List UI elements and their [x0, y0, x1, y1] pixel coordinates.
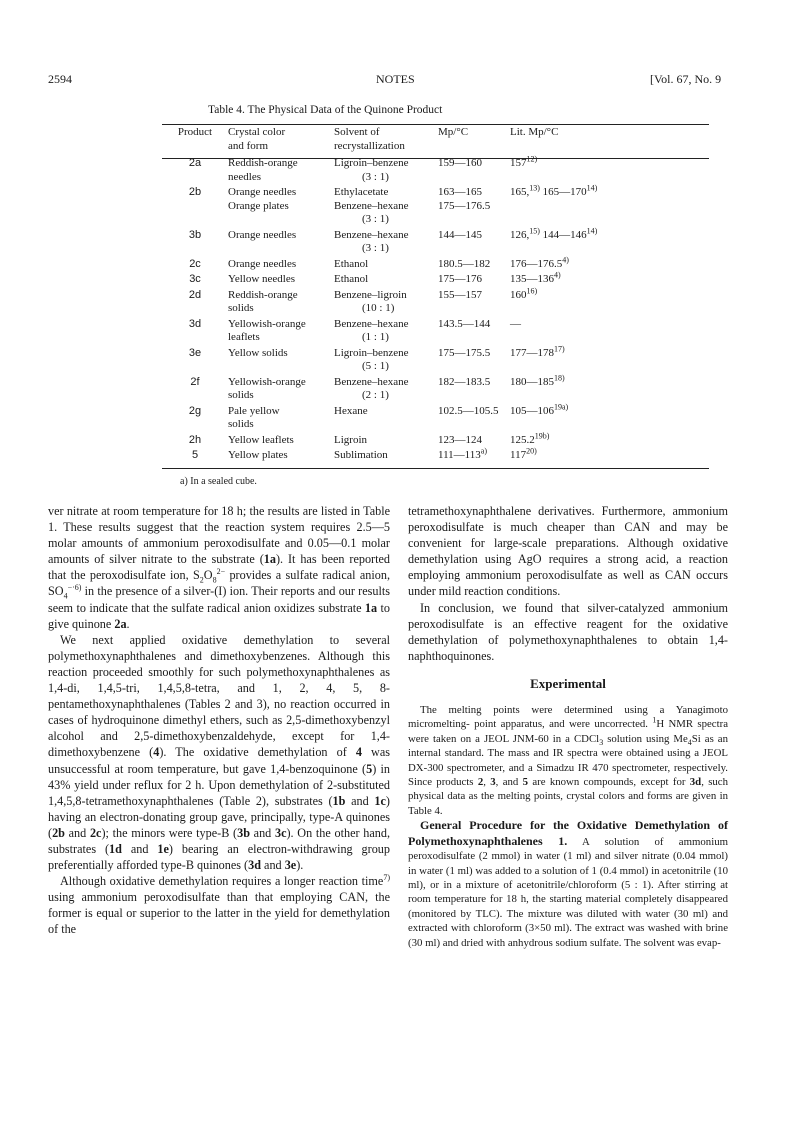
header-solvent: Solvent of recrystallization — [334, 126, 405, 152]
table-row: 2b Orange needles Orange plates Ethylacetate Benzene–hexane (3 : 1) 163—165 175—176.5 165,$^{13)}$ 165—170$^{14)}$ — [188, 183, 598, 225]
physical-data-table — [162, 126, 709, 465]
header-product: Product — [177, 126, 213, 138]
table-row: 2c Orange needles Ethanol 180.5—182 176—176.5$^{4)}$ — [189, 254, 569, 270]
header-lit-mp: Lit. Mp/°C — [510, 126, 559, 138]
procedure-title: General Procedure for the Oxidative Demethylation of Polymethoxynaphthalenes 1. — [408, 818, 728, 848]
table-row: 2g Pale yellow solids Hexane 102.5—105.5 $105—106^{19a)}$ — [188, 401, 569, 430]
left-text-column — [48, 503, 390, 938]
table-row: 2f Yellowish-orange solids Benzene–hexane (2 : 1) 182—183.5 180—185$^{18)}$ — [190, 372, 565, 401]
volume-label: [Vol. 67, No. 9 — [650, 72, 722, 86]
paragraph: The melting points were determined using a Yanagimoto micromelting- point apparatus, and were uncorrected. $^1$H NMR spectra were taken on a JEOL JNM-60 in a CDCl$_3$ solution using $Me_4Si$ as an internal standard. The mass and IR spectra were obtained using a JEOL DX-300 spectrometer, and a Simadzu IR 470 spectrometer, respectively. Since products 2, 3, and 5 are known compounds, except for 3d, such physical data as the melting points, crystal colors and forms are given in Table 4. — [408, 704, 729, 817]
page-number: 2594 — [48, 72, 72, 86]
table-caption: Table 4. The Physical Data of the Quinone Product — [208, 104, 443, 116]
table-row: 2a Reddish-orange needles Ligroin–benzene (3 : 1) 159—160 157$^{12)}$ — [188, 154, 538, 183]
table-footnote: a) In a sealed cube. — [180, 476, 257, 487]
table-row: 3d Yellowish-orange leaflets Benzene–hexane (1 : 1) 143.5—144 — — [188, 317, 521, 343]
table-row: 3b Orange needles Benzene–hexane (3 : 1) 144—145 126,$^{15)}$ 144—146$^{14)}$ — [188, 225, 598, 254]
paragraph: Although oxidative demethylation requires a longer reaction time$^{7)}$ using ammonium peroxodisulfate than that employing CAN, the former is equal or superior to the latter in the yield for demethylation of the — [48, 873, 390, 937]
table-row: 3c Yellow needles Ethanol 175—176 135—136$^{4)}$ — [189, 270, 561, 285]
section-heading: Experimental — [530, 675, 606, 691]
table-top-rule — [162, 124, 709, 125]
header-crystal: Crystal color and form — [228, 126, 286, 152]
table-header-row — [162, 126, 709, 157]
table-bottom-rule — [162, 468, 709, 469]
right-text-column — [408, 503, 728, 950]
running-header: NOTES — [376, 72, 415, 86]
paragraph: In conclusion, we found that silver-catalyzed ammonium peroxodisulfate is an effective reagent for the oxidative demethylation of polymethoxynaphthalenes to obtain 1,4-naphthoquinones. — [408, 600, 728, 663]
paragraph: ver nitrate at room temperature for 18 h; the results are listed in Table 1. These results suggest that the reaction system requires 2.5—5 molar amounts of ammonium peroxodisulfate and 0.05—0.1 molar amounts of silver nitrate to the substrate (1a). It has been reported that the peroxodisulfate ion, $S_2O_8^{2-}$ provides a sulfate radical anion, $SO_4^{-\cdot 6)}$ in the presence of a silver-(I) ion. Their reports and our results seem to indicate that the sulfate radical anion oxidizes substrate 1a to give quinone 2a. — [48, 504, 390, 631]
table-row: 2d Reddish-orange solids Benzene–ligroin (10 : 1) 155—157 160$^{16)}$ — [188, 285, 538, 314]
paragraph: General Procedure for the Oxidative Demethylation of Polymethoxynaphthalenes 1. A solution of ammonium peroxodisulfate (2 mmol) in water (1 ml) and silver nitrate (0.04 mmol) in water (1 ml) was added to a solution of 1 (0.4 mmol) in acetonitrile (10 ml), or in a mixture of acetonitrile/chloroform (5 : 1). After stirring at room temperature for 18 h, the starting material completely disappeared (monitored by TLC). The mixture was diluted with water (30 ml) and extracted with chloroform (3×50 ml). The extract was washed with brine (30 ml) and dried with anhydrous sodium sulfate. The solvent was evap- — [408, 818, 728, 949]
table-row: 3e Yellow solids Ligroin–benzene (5 : 1) 175—175.5 177—178$^{17)}$ — [188, 343, 565, 372]
table-row: 5 Yellow plates Sublimation 111—113$^{a)}$ 117$^{20)}$ — [191, 446, 537, 461]
header-mp: Mp/°C — [438, 126, 469, 138]
paragraph: tetramethoxynaphthalene derivatives. Furthermore, ammonium peroxodisulfate is much cheaper than CAN and may be convenient for large-scale preparations. Although oxidative demethylation using AgO requires a strong acid, a reaction employing ammonium peroxodisulfate as well as CAN occurs under mild reaction conditions. — [408, 504, 728, 599]
table-row: 2h Yellow leaflets Ligroin 123—124 $125.2^{19b)}$ — [188, 430, 550, 446]
paragraph: We next applied oxidative demethylation to several polymethoxynaphthalenes and dimethoxybenzenes. Although this reaction proceeded smoothly for such polymethoxynaphthalenes as 1,4-di, 1,4,5-tri, 1,4,5,8-tetra, and 1, 2, 4, 5, 8- pentamethoxynaphthalenes (Tables 2 and 3), no reaction occurred in cases of hydroquinone dimethyl ethers, such as 2,5-dimethoxybenzyl alcohol and 2,5-dimethoxybenzaldehyde, except for 1,4-dimethoxybenzene (4). The oxidative demethylation of 4 was unsuccessful at room temperature, but gave 1,4-benzoquinone (5) in 43% yield under reflux for 2 h. Upon demethylation of 2-substituted 1,4,5,8-tetramethoxynaphthalenes (Table 2), substrates (1b and 1c) having an electron-donating group gave, principally, type-A quinones (2b and 2c); the minors were type-B (3b and 3c). On the other hand, substrates (1d and 1e) bearing an electron-withdrawing group preferentially afforded type-B quinones (3d and 3e). — [48, 632, 391, 873]
